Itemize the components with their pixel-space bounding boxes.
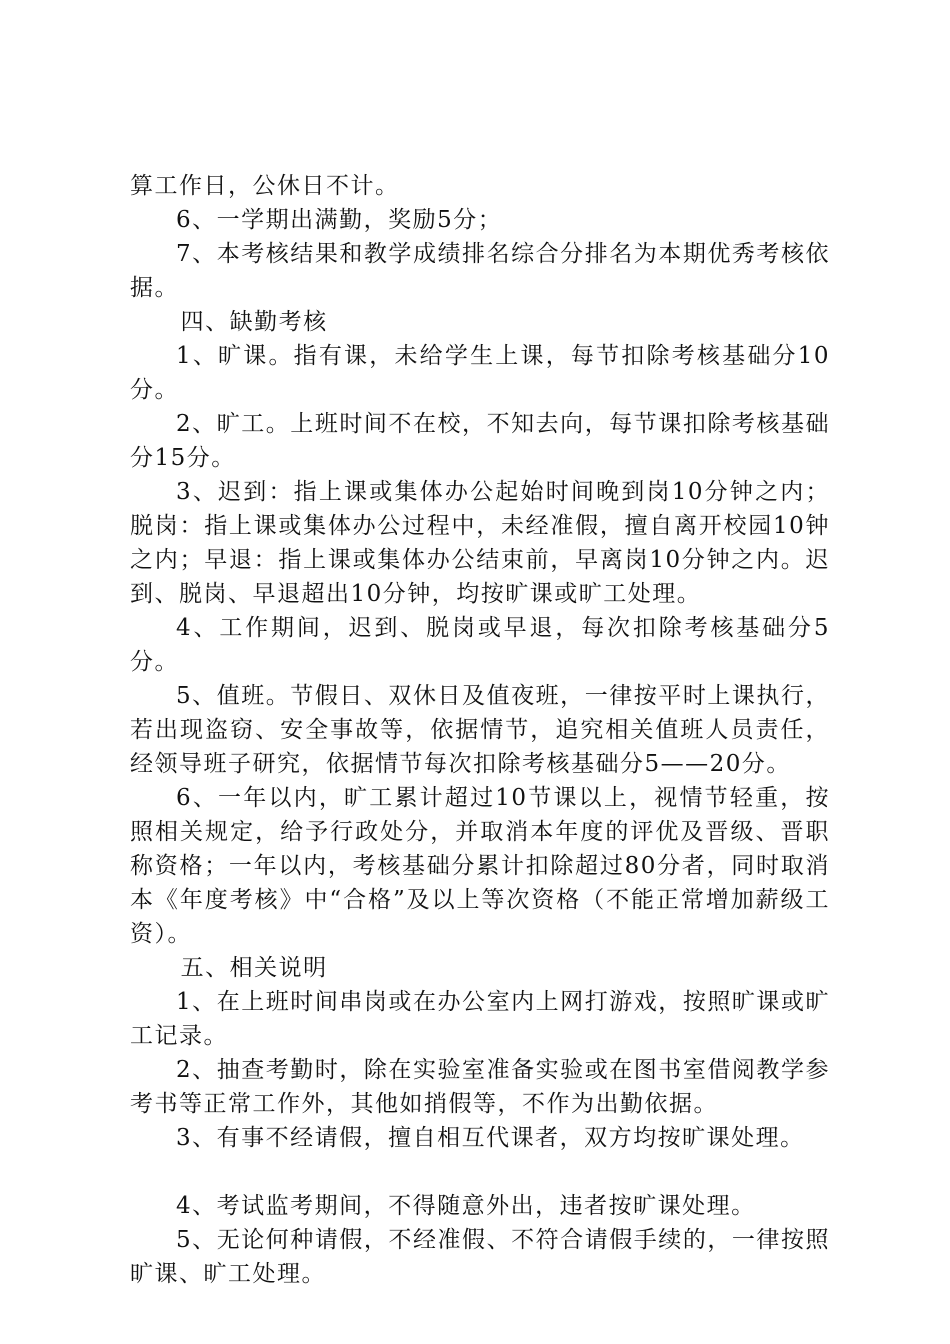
paragraph-notes-4: 4、考试监考期间，不得随意外出，违者按旷课处理。 — [176, 1193, 756, 1219]
paragraph-item-6: 6、一学期出满勤，奖励5分； — [176, 207, 503, 233]
paragraph-gap — [130, 1155, 830, 1189]
paragraph-item-7: 7、本考核结果和教学成绩排名综合分排名为本期优秀考核依据。 — [130, 241, 830, 301]
paragraph-notes-5: 5、无论何种请假，不经准假、不符合请假手续的，一律按照旷课、旷工处理。 — [130, 1227, 830, 1287]
document-body — [130, 169, 830, 1291]
section-heading-notes: 五、相关说明 — [180, 955, 328, 981]
paragraph-absence-1: 1、旷课。指有课，未给学生上课，每节扣除考核基础分10分。 — [130, 343, 830, 403]
paragraph-absence-5: 5、值班。节假日、双休日及值夜班，一律按平时上课执行，若出现盗窃、安全事故等，依据情节，追究相关值班人员责任，经领导班子研究，依据情节每次扣除考核基础分5——20分。 — [130, 683, 830, 777]
paragraph-absence-3: 3、迟到：指上课或集体办公起始时间晚到岗10分钟之内；脱岗：指上课或集体办公过程中，未经准假，擅自离开校园10钟之内；早退：指上课或集体办公结束前，早离岗10分钟之内。迟到、脱岗、早退超出10分钟，均按旷课或旷工处理。 — [130, 479, 830, 607]
paragraph-absence-4: 4、工作期间，迟到、脱岗或早退，每次扣除考核基础分5分。 — [130, 615, 830, 675]
paragraph-notes-3: 3、有事不经请假，擅自相互代课者，双方均按旷课处理。 — [176, 1125, 805, 1151]
paragraph-absence-6: 6、一年以内，旷工累计超过10节课以上，视情节轻重，按照相关规定，给予行政处分，并取消本年度的评优及晋级、晋职称资格；一年以内，考核基础分累计扣除超过80分者，同时取消本《年度考核》中“合格”及以上等次资格（不能正常增加薪级工资）。 — [130, 785, 830, 947]
paragraph-absence-2: 2、旷工。上班时间不在校，不知去向，每节课扣除考核基础分15分。 — [130, 411, 830, 471]
paragraph-continuation: 算工作日，公休日不计。 — [130, 173, 400, 199]
section-heading-absence: 四、缺勤考核 — [180, 309, 328, 335]
paragraph-notes-2: 2、抽查考勤时，除在实验室准备实验或在图书室借阅教学参考书等正常工作外，其他如捎假等，不作为出勤依据。 — [130, 1057, 830, 1117]
paragraph-notes-1: 1、在上班时间串岗或在办公室内上网打游戏，按照旷课或旷工记录。 — [130, 989, 830, 1049]
